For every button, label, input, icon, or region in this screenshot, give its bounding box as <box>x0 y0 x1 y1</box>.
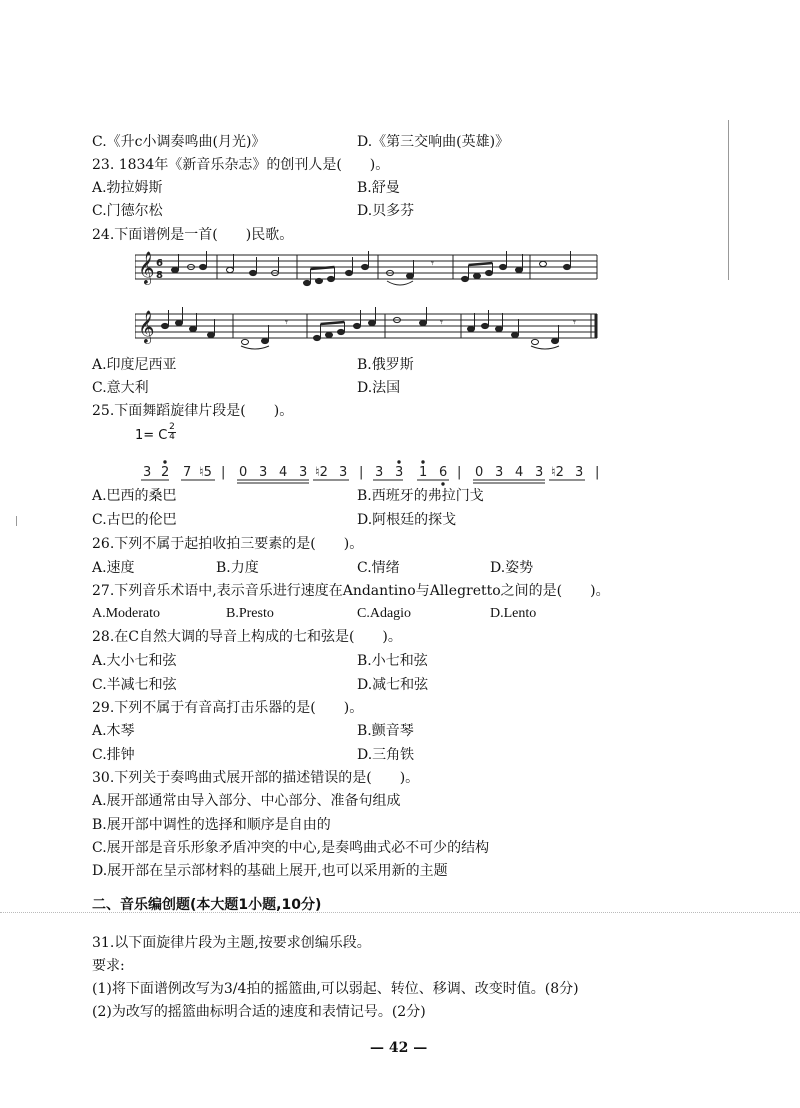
svg-text:♮5: ♮5 <box>199 465 212 480</box>
key-signature: 1= C <box>135 428 168 443</box>
svg-text:𝄾: 𝄾 <box>285 316 288 329</box>
svg-text:4: 4 <box>279 465 288 480</box>
q31-requirement-1: (1)将下面谱例改写为3/4拍的摇篮曲,可以弱起、转位、移调、改变时值。(8分) <box>92 981 579 997</box>
q29-option-c: C.排钟 <box>92 747 135 763</box>
jianpu-notation <box>135 458 615 488</box>
q29-option-a: A.木琴 <box>92 723 135 739</box>
svg-text:|: | <box>359 465 364 480</box>
svg-text:𝄾: 𝄾 <box>573 316 576 329</box>
q25-option-d: D.阿根廷的探戈 <box>357 512 457 528</box>
svg-text:|: | <box>457 465 462 480</box>
q27-stem: 27.下列音乐术语中,表示音乐进行速度在Andantino与Allegretto之间的是( )。 <box>92 583 610 599</box>
q25-option-a: A.巴西的桑巴 <box>92 488 177 504</box>
q30-option-a: A.展开部通常由导入部分、中心部分、准备句组成 <box>92 793 401 809</box>
q22-option-c: C.《升c小调奏鸣曲(月光)》 <box>92 134 266 150</box>
q24-option-b: B.俄罗斯 <box>357 357 414 373</box>
svg-text:3: 3 <box>375 465 384 480</box>
q28-stem: 28.在C自然大调的导音上构成的七和弦是( )。 <box>92 629 402 645</box>
q27-option-c: C.Adagio <box>357 606 412 621</box>
q26-option-a: A.速度 <box>92 560 135 576</box>
q28-option-d: D.减七和弦 <box>357 677 429 693</box>
section-2-title: 二、音乐编创题(本大题1小题,10分) <box>92 897 322 913</box>
scan-edge-mark <box>16 516 17 526</box>
svg-text:♮2: ♮2 <box>551 465 564 480</box>
q27-option-d: D.Lento <box>490 606 537 621</box>
page-number: — 42 — <box>370 1040 428 1056</box>
q24-option-d: D.法国 <box>357 380 401 396</box>
svg-text:|: | <box>221 465 226 480</box>
time-signature: 2 4 <box>169 422 175 442</box>
svg-text:0: 0 <box>239 465 248 480</box>
q25-stem: 25.下面舞蹈旋律片段是( )。 <box>92 403 294 419</box>
svg-text:6: 6 <box>439 465 448 480</box>
svg-text:3: 3 <box>299 465 308 480</box>
q26-option-d: D.姿势 <box>490 560 534 576</box>
scan-edge-mark <box>728 120 729 280</box>
q25-option-b: B.西班牙的弗拉门戈 <box>357 488 484 504</box>
q24-option-a: A.印度尼西亚 <box>92 357 177 373</box>
q29-stem: 29.下列不属于有音高打击乐器的是( )。 <box>92 700 364 716</box>
q23-option-d: D.贝多芬 <box>357 203 415 219</box>
q23-stem: 23. 1834年《新音乐杂志》的创刊人是( )。 <box>92 157 390 173</box>
q26-option-c: C.情绪 <box>357 560 400 576</box>
q28-option-c: C.半减七和弦 <box>92 677 177 693</box>
svg-text:7: 7 <box>183 465 192 480</box>
q24-option-c: C.意大利 <box>92 380 149 396</box>
svg-text:3: 3 <box>395 465 404 480</box>
svg-text:3: 3 <box>575 465 584 480</box>
music-staff-2 <box>135 304 605 354</box>
svg-text:3: 3 <box>259 465 268 480</box>
q23-option-a: A.勃拉姆斯 <box>92 180 163 196</box>
svg-text:|: | <box>595 465 600 480</box>
svg-text:4: 4 <box>515 465 524 480</box>
q31-requirements-label: 要求: <box>92 958 125 974</box>
q30-option-b: B.展开部中调性的选择和顺序是自由的 <box>92 817 331 833</box>
svg-text:𝄾: 𝄾 <box>431 257 434 270</box>
q26-option-b: B.力度 <box>216 560 259 576</box>
treble-clef-icon: 𝄞 <box>138 251 155 284</box>
q27-option-b: B.Presto <box>226 606 274 621</box>
q23-option-c: C.门德尔松 <box>92 203 163 219</box>
q30-option-c: C.展开部是音乐形象矛盾冲突的中心,是奏鸣曲式必不可少的结构 <box>92 840 490 856</box>
q31-requirement-2: (2)为改写的摇篮曲标明合适的速度和表情记号。(2分) <box>92 1004 426 1020</box>
q29-option-d: D.三角铁 <box>357 747 415 763</box>
q31-stem: 31.以下面旋律片段为主题,按要求创编乐段。 <box>92 935 371 951</box>
svg-text:6: 6 <box>156 258 163 269</box>
treble-clef-icon: 𝄞 <box>138 310 155 343</box>
svg-text:3: 3 <box>143 465 152 480</box>
q28-option-a: A.大小七和弦 <box>92 653 177 669</box>
q27-option-a: A.Moderato <box>92 606 161 621</box>
q22-option-d: D.《第三交响曲(英雄)》 <box>357 134 510 150</box>
q23-option-b: B.舒曼 <box>357 180 400 196</box>
svg-text:8: 8 <box>156 270 163 281</box>
svg-text:0: 0 <box>475 465 484 480</box>
svg-text:3: 3 <box>495 465 504 480</box>
q30-option-d: D.展开部在呈示部材料的基础上展开,也可以采用新的主题 <box>92 863 448 879</box>
svg-text:3: 3 <box>339 465 348 480</box>
svg-text:1: 1 <box>419 465 428 480</box>
q28-option-b: B.小七和弦 <box>357 653 428 669</box>
q30-stem: 30.下列关于奏鸣曲式展开部的描述错误的是( )。 <box>92 770 420 786</box>
q26-stem: 26.下列不属于起拍收拍三要素的是( )。 <box>92 536 364 552</box>
svg-text:𝄾: 𝄾 <box>440 316 443 329</box>
music-staff-1 <box>135 245 605 295</box>
q29-option-b: B.颤音琴 <box>357 723 414 739</box>
svg-text:3: 3 <box>535 465 544 480</box>
svg-text:2: 2 <box>161 465 170 480</box>
svg-text:♮2: ♮2 <box>315 465 328 480</box>
q25-option-c: C.古巴的伦巴 <box>92 512 177 528</box>
q24-stem: 24.下面谱例是一首( )民歌。 <box>92 227 294 243</box>
